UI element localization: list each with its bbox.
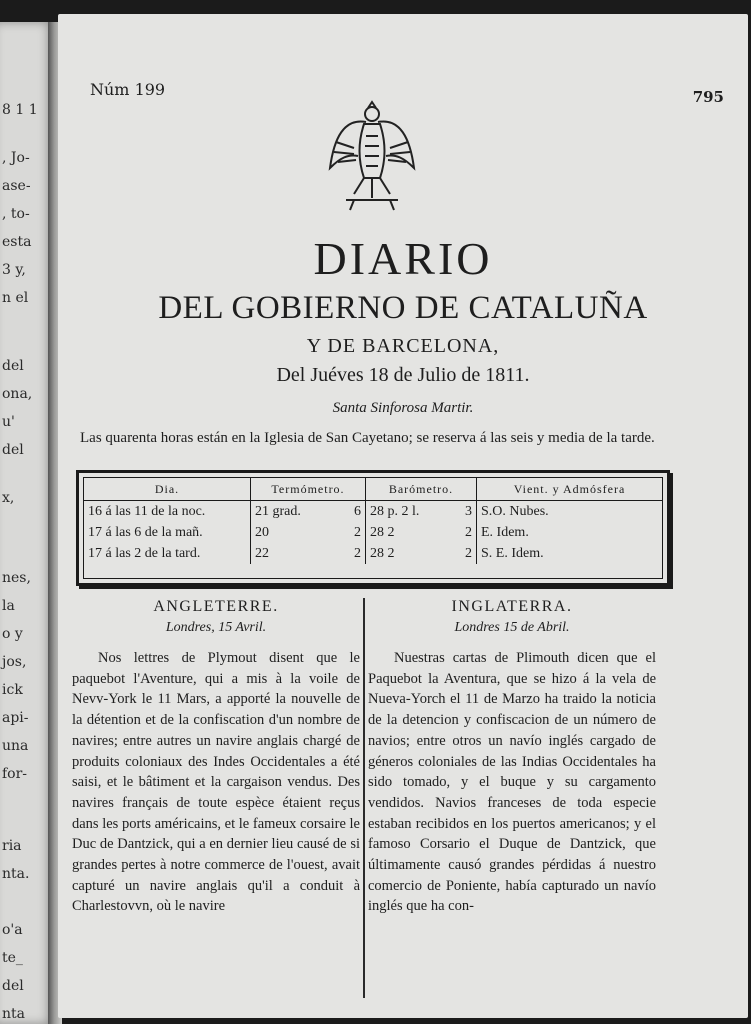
left-page-fragment: , Jo-: [2, 150, 30, 166]
header-termometro: Termómetro.: [251, 478, 366, 501]
left-page-fragment: ase-: [2, 178, 31, 194]
left-page-fragment: la: [2, 598, 15, 614]
cell-termometro: [251, 501, 366, 523]
left-page-fragment: ona,: [2, 386, 33, 402]
header-barometro: Barómetro.: [366, 478, 477, 501]
cell-dia: 17 á las 2 de la tard.: [84, 543, 251, 564]
cell-barometro: [366, 501, 477, 523]
cell-dia: 17 á las 6 de la mañ.: [84, 522, 251, 543]
article-dateline: Londres 15 de Abril.: [454, 620, 570, 635]
left-page-fragment: n el: [2, 290, 29, 306]
cell-termometro: [251, 543, 366, 564]
issue-number: Núm 199: [90, 80, 166, 99]
weather-table: [76, 470, 670, 586]
masthead-title: DIARIO: [313, 233, 493, 284]
column-divider: [363, 598, 365, 998]
article-spanish: [368, 590, 656, 917]
left-page-edge: [0, 22, 54, 1024]
termo-fraction: 6: [354, 503, 361, 519]
weather-row: [84, 543, 662, 564]
left-page-fragment: o y: [2, 626, 23, 642]
termo-fraction: 2: [354, 524, 361, 540]
baro-fraction: 3: [465, 503, 472, 519]
left-page-fragment: del: [2, 442, 24, 458]
left-page-fragment: , to-: [2, 206, 30, 222]
masthead-city: Y DE BARCELONA,: [306, 335, 500, 357]
baro-value: 28 p. 2 l.: [370, 503, 420, 519]
termo-fraction: 2: [354, 545, 361, 561]
header-dia: Dia.: [84, 478, 251, 501]
cell-barometro: [366, 522, 477, 543]
cell-dia: 16 á las 11 de la noc.: [84, 501, 251, 523]
eagle-emblem-icon: [324, 98, 420, 228]
cell-viento: S. E. Idem.: [481, 545, 544, 561]
cell-viento: E. Idem.: [481, 524, 529, 540]
left-page-fragment: ria: [2, 838, 22, 854]
article-body: Nos lettres de Plymout disent que le paquebot l'Aventure, qui a mis à la voile de Nevv-York le 11 Mars, a apporté la nouvelle de la détention et de la confiscation d'un nombre de navires; entre autres un navire anglais chargé de produits coloniaux des Indes Occidentales a été saisi, et le bâtiment et la cargaison vendus. Des navires français de toute espèce étaient reçus dans les ports américains, et le fameux corsaire le Duc de Dantzick, qui a en dernier lieu causé de si grandes pertes à notre commerce de l'ouest, avait capturé un navire anglais qu'il a conduit à Charlestovvn, où le navire: [72, 650, 360, 915]
cell-barometro: [366, 543, 477, 564]
baro-value: 28 2: [370, 524, 395, 540]
left-page-fragment: ick: [2, 682, 23, 698]
baro-fraction: 2: [465, 524, 472, 540]
article-french: [72, 590, 360, 917]
weather-row: [84, 501, 662, 523]
baro-fraction: 2: [465, 545, 472, 561]
left-page-fragment: una: [2, 738, 29, 754]
weather-row: [84, 522, 662, 543]
left-page-fragment: nes,: [2, 570, 31, 586]
left-page-fragment: 3 y,: [2, 262, 26, 278]
left-page-fragment: nta.: [2, 866, 30, 882]
baro-value: 28 2: [370, 545, 395, 561]
left-page-fragment: x,: [2, 490, 15, 506]
article-dateline: Londres, 15 Avril.: [165, 620, 267, 635]
article-heading: ANGLETERRE.: [153, 598, 279, 615]
saint-of-day: Santa Sinforosa Martir.: [332, 400, 474, 416]
left-page-fragment: o'a: [2, 922, 23, 938]
left-page-fragment: for-: [2, 766, 28, 782]
left-page-fragment: jos,: [2, 654, 27, 670]
termo-value: 22: [255, 545, 269, 561]
cell-termometro: [251, 522, 366, 543]
termo-value: 21 grad.: [255, 503, 301, 519]
issue-date: Del Juéves 18 de Julio de 1811.: [276, 364, 530, 386]
left-page-fragment: esta: [2, 234, 32, 250]
page-number: 795: [692, 88, 724, 106]
left-page-fragment: api-: [2, 710, 29, 726]
header-viento: Vient. y Admósfera: [477, 478, 663, 501]
masthead-subtitle: DEL GOBIERNO DE CATALUÑA: [158, 290, 648, 326]
termo-value: 20: [255, 524, 269, 540]
left-page-fragment: te_: [2, 950, 23, 966]
left-page-fragment: u': [2, 414, 15, 430]
left-page-fragment: nta: [2, 1006, 25, 1022]
left-page-fragment: del: [2, 358, 24, 374]
newspaper-page: [58, 14, 748, 1018]
church-notice: Las quarenta horas están en la Iglesia de San Cayetano; se reserva á las seis y media de la tarde.: [80, 430, 655, 446]
left-page-fragment: del: [2, 978, 24, 994]
article-heading: INGLATERRA.: [451, 598, 573, 615]
cell-viento: S.O. Nubes.: [481, 503, 549, 519]
left-page-fragment: 8 1 1: [2, 102, 38, 118]
article-body: Nuestras cartas de Plimouth dicen que el Paquebot la Aventura, que se hizo á la vela de Nueva-Yorch el 11 de Marzo ha traido la noticia de la detencion y confiscacion de un número de navios; entre otros un navío inglés cargado de géneros coloniales de las Indias Occidentales ha sido tomado, y el buque y su cargamento vendidos. Navios franceses de toda especie estaban recibidos en los puertos americanos; y el famoso Corsario el Duque de Dantzick, que últimamente causó grandes pérdidas á nuestro comercio de Poniente, había capturado un navío inglés que ha con-: [368, 650, 656, 915]
